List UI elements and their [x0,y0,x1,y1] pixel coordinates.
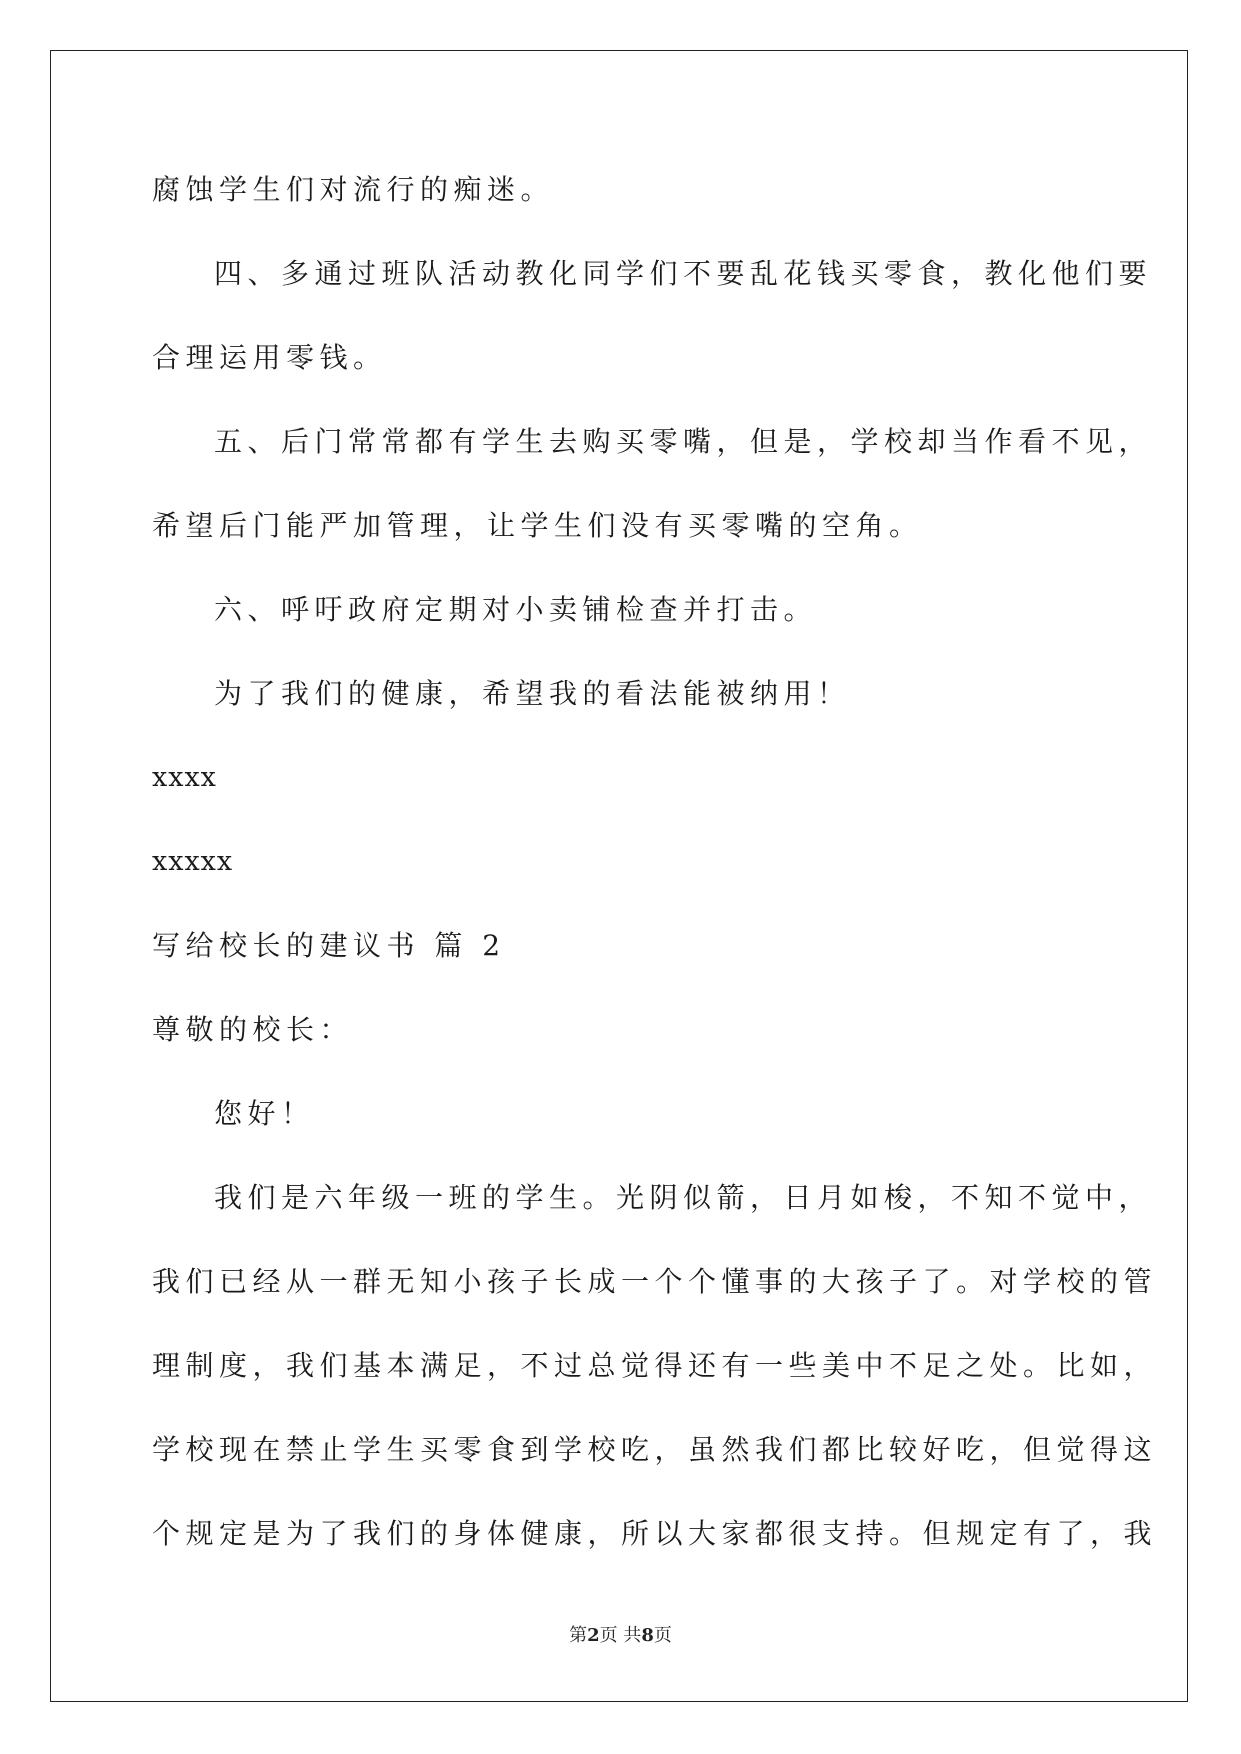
text-line: 我们是六年级一班的学生。光阴似箭，日月如梭，不知不觉中， [214,1181,1153,1214]
text-line: 腐蚀学生们对流行的痴迷。 [152,173,555,206]
text-line: 理制度，我们基本满足，不过总觉得还有一些美中不足之处。比如， [152,1349,1158,1382]
greeting: 您好！ [214,1097,315,1130]
section-title: 写给校长的建议书 篇 2 [152,929,506,962]
salutation: 尊敬的校长： [152,1013,354,1046]
total-page-number: 8 [641,1625,654,1646]
text-line: 个规定是为了我们的身体健康，所以大家都很支持。但规定有了，我 [152,1517,1158,1550]
text-line: 四、多通过班队活动教化同学们不要乱花钱买零食，教化他们要 [214,257,1153,290]
text-line: 合理运用零钱。 [152,341,387,374]
footer-mid: 页 共 [599,1625,642,1646]
date-line: xxxxx [152,846,234,877]
text-line: 学校现在禁止学生买零食到学校吃，虽然我们都比较好吃，但觉得这 [152,1433,1158,1466]
text-line: 我们已经从一群无知小孩子长成一个个懂事的大孩子了。对学校的管 [152,1265,1158,1298]
page-footer [0,1624,1241,1648]
text-line: 为了我们的健康，希望我的看法能被纳用！ [214,677,851,710]
footer-prefix: 第 [569,1625,588,1646]
text-line: 希望后门能严加管理，让学生们没有买零嘴的空角。 [152,509,923,542]
text-line: 六、呼吁政府定期对小卖铺检查并打击。 [214,593,818,626]
signature-line: xxxx [152,762,217,793]
text-line: 五、后门常常都有学生去购买零嘴，但是，学校却当作看不见， [214,425,1153,458]
current-page-number: 2 [587,1625,600,1646]
footer-suffix: 页 [653,1625,672,1646]
